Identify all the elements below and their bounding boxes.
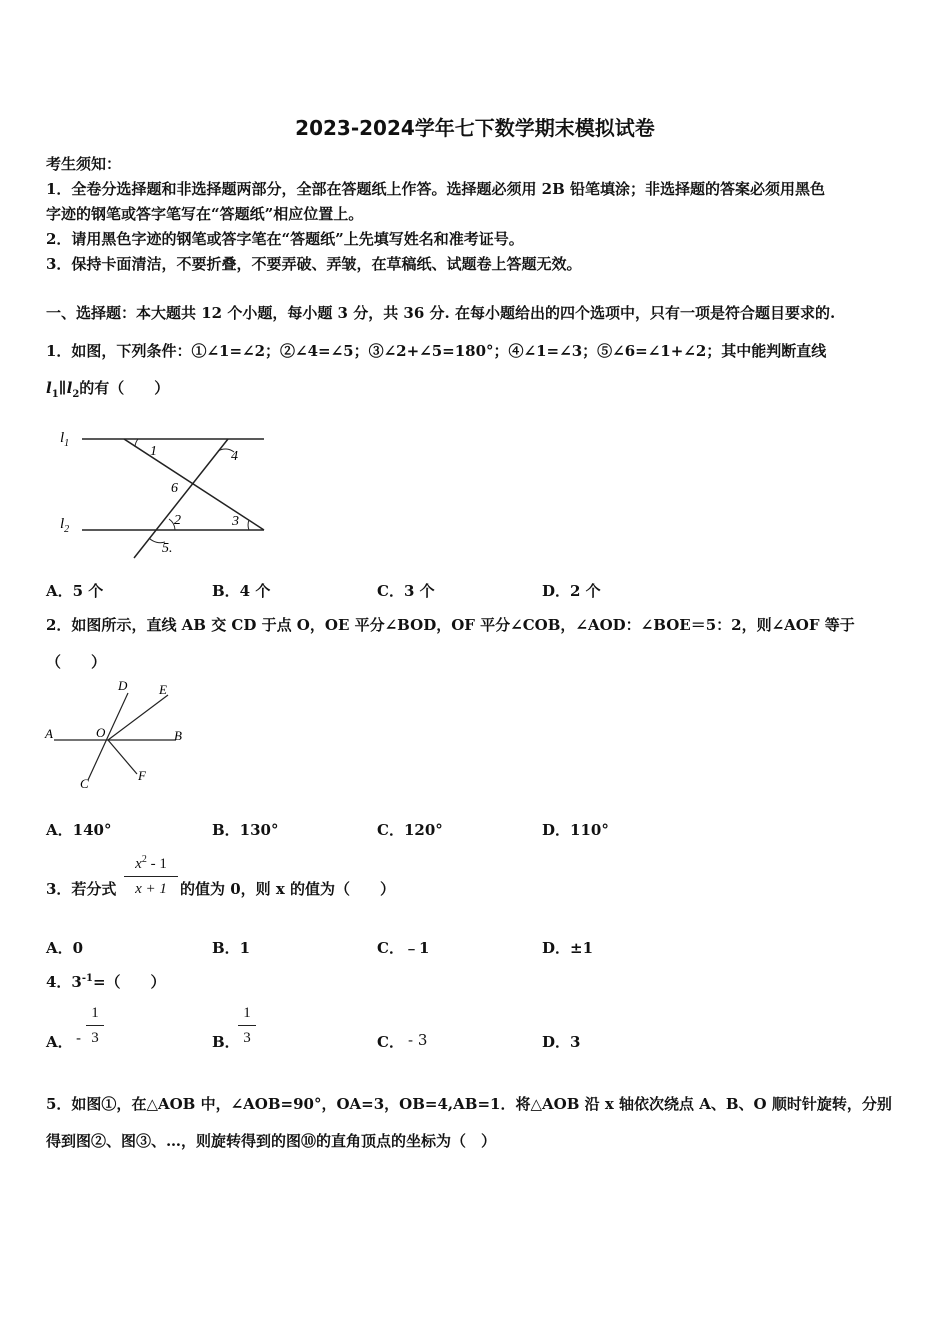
q1-transversal-2 [134, 439, 228, 558]
q1-figure [56, 420, 276, 570]
q3-fraction [124, 854, 178, 899]
q3-suffix: 的值为 0，则 x 的值为（ ） [180, 880, 396, 898]
q1-l1-sub: 1 [51, 389, 59, 400]
notice-line-2: 2．请用黑色字迹的钢笔或答字笔在“答题纸”上先填写姓名和准考证号。 [46, 230, 524, 248]
q4-option-a-sign: - [76, 1029, 82, 1047]
q2-option-c: C．120° [377, 821, 443, 839]
q1-arc-3 [248, 520, 249, 530]
q4-option-b-fraction: $\frac{1}{3}$ [238, 1005, 256, 1046]
q2-label-c: C [80, 776, 89, 791]
notice-line-3: 3．保持卡面清洁，不要折叠，不要弄破、弄皱，在草稿纸、试题卷上答题无效。 [46, 255, 582, 273]
q4-option-a-label: A． [46, 1033, 73, 1051]
q1-angle-4: 4 [231, 449, 238, 464]
q4-option-a-fraction: $\frac{1}{3}$ [86, 1005, 104, 1046]
q2-figure [44, 676, 194, 796]
q3-option-b: B．1 [212, 939, 251, 957]
q1-angle-1: 1 [150, 444, 157, 459]
q1-option-d: D．2 个 [542, 582, 601, 600]
q4-text: 4．$3^{-1}=$（ ） [46, 973, 166, 991]
q1-option-c: C．3 个 [377, 582, 435, 600]
q2-text-line2: （ ） [46, 653, 107, 671]
q2-label-d: D [118, 678, 128, 693]
q1-l1: l [46, 379, 52, 397]
q2-text-line1: 2．如图所示，直线 AB 交 CD 于点 O，OE 平分∠BOD，OF 平分∠COB，∠AOD：∠BOE＝5：2，则∠AOF 等于 [46, 616, 855, 634]
q2-label-a: A [45, 726, 53, 741]
q3-denominator: x + 1 [124, 876, 178, 899]
q2-label-e: E [159, 682, 167, 697]
q1-angle-2: 2 [174, 513, 181, 528]
notice-line-1b: 字迹的钢笔或答字笔写在“答题纸”相应位置上。 [46, 205, 364, 223]
q1-l2-sub: 2 [72, 389, 80, 400]
q3-option-c: C．﹣1 [377, 939, 430, 957]
q1-transversal-1 [124, 439, 264, 530]
q4-option-d: D．3 [542, 1033, 581, 1051]
q5-text-line2: 得到图②、图③、…，则旋转得到的图⑩的直角顶点的坐标为（ ） [46, 1132, 497, 1150]
q2-line-cd [88, 693, 128, 780]
q4-option-b-label: B． [212, 1033, 240, 1051]
q1-text-line1: 1．如图，下列条件：①∠1=∠2；②∠4=∠5；③∠2+∠5=180°；④∠1=∠3；⑤∠6=∠1+∠2；其中能判断直线 [46, 342, 827, 360]
q1-l2: l [66, 379, 73, 397]
q1-label-l1: $l_1$ [60, 430, 70, 449]
page-title: 2023-2024学年七下数学期末模拟试卷 [295, 116, 655, 140]
q1-text-line2 [46, 377, 169, 400]
q1-arc-1 [135, 439, 138, 447]
q2-option-b: B．130° [212, 821, 279, 839]
q3-option-d: D．±1 [542, 939, 594, 957]
q1-parallel: ∥ [58, 379, 67, 397]
q2-label-o: O [96, 725, 106, 740]
q4-option-c-value: - 3 [408, 1031, 428, 1049]
notice-line-1a: 1．全卷分选择题和非选择题两部分，全部在答题纸上作答。选择题必须用 2B 铅笔填涂；非选择题的答案必须用黑色 [46, 180, 826, 198]
q5-text-line1: 5．如图①，在△AOB 中，∠AOB=90°，OA=3，OB=4,AB=1．将△AOB 沿 x 轴依次绕点 A、B、O 顺时针旋转，分别 [46, 1095, 892, 1113]
q1-rest: 的有（ ） [79, 379, 170, 397]
q1-angle-3: 3 [232, 514, 239, 529]
q3-option-a: A．0 [46, 939, 84, 957]
q1-angle-6: 6 [171, 481, 178, 496]
q1-label-l2: $l_2$ [60, 516, 70, 535]
q4-option-c-label: C． [377, 1033, 404, 1051]
q2-option-a: A．140° [46, 821, 112, 839]
q2-option-d: D．110° [542, 821, 609, 839]
q3-numerator: $x^2 - 1$ [135, 854, 167, 872]
notice-heading: 考生须知： [46, 155, 122, 173]
section-heading: 一、选择题：本大题共 12 个小题，每小题 3 分，共 36 分. 在每小题给出的四个选项中，只有一项是符合题目要求的. [46, 304, 836, 322]
q1-option-a: A．5 个 [46, 582, 104, 600]
q3-prefix: 3．若分式 [46, 880, 117, 898]
q1-option-b: B．4 个 [212, 582, 271, 600]
q2-ray-of [108, 740, 137, 774]
q2-label-b: B [174, 728, 182, 743]
q1-angle-5: 5. [162, 541, 173, 556]
q2-label-f: F [138, 768, 146, 783]
